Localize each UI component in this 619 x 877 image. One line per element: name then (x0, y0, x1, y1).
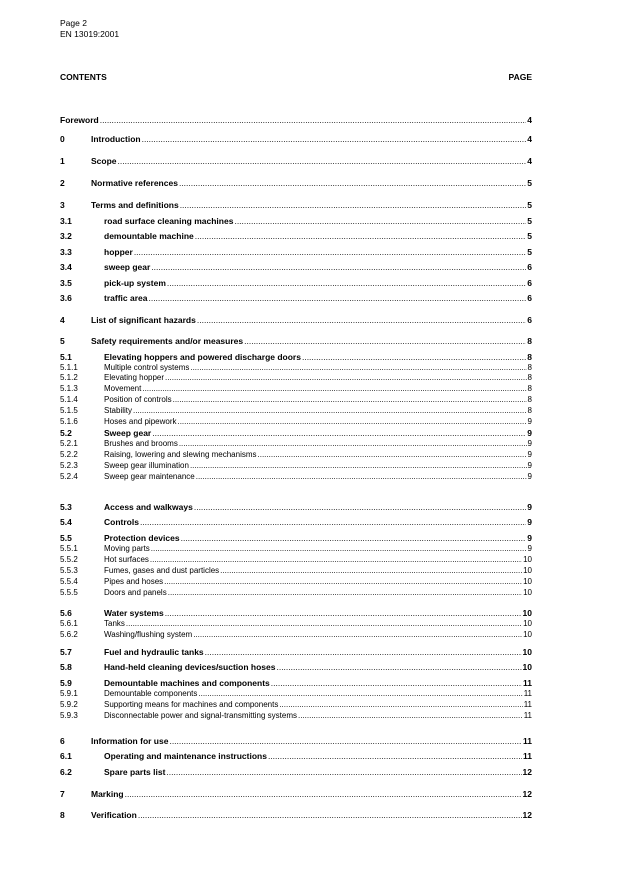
toc-entry-page: 5 (527, 247, 532, 257)
toc-leader (190, 461, 527, 470)
toc-leader (148, 293, 526, 303)
toc-leader (234, 216, 526, 226)
toc-entry-number: 5.2.1 (60, 439, 78, 448)
toc-leader (118, 156, 527, 166)
toc-entry-title: Sweep gear (104, 428, 152, 438)
toc-leader (151, 544, 527, 553)
toc-leader (164, 577, 522, 586)
toc-leader (179, 178, 526, 188)
toc-entry-page: 9 (527, 461, 532, 470)
toc-entry-number: 5.9.1 (60, 689, 78, 698)
toc-entry-title: Tanks (104, 619, 125, 628)
toc-entry-page: 9 (527, 533, 532, 543)
standard-number: EN 13019:2001 (60, 29, 120, 39)
toc-entry-page: 11 (523, 689, 532, 698)
toc-entry-number: 6.1 (60, 751, 72, 761)
toc-entry[interactable] (60, 461, 532, 470)
toc-entry-page: 9 (527, 439, 532, 448)
toc-entry-number: 5.6.2 (60, 630, 78, 639)
toc-entry[interactable] (60, 662, 532, 672)
toc-leader (126, 619, 522, 628)
toc-entry[interactable] (60, 134, 532, 144)
toc-entry-number: 5 (60, 336, 65, 346)
toc-entry-title: Sweep gear illumination (104, 461, 189, 470)
toc-entry-page: 10 (523, 555, 532, 564)
toc-entry-number: 5.5.3 (60, 566, 78, 575)
toc-entry-number: 5.2.4 (60, 472, 78, 481)
toc-entry-number: 0 (60, 134, 65, 144)
toc-leader (220, 566, 522, 575)
toc-entry-title: Access and walkways (104, 502, 193, 512)
toc-entry-title: Multiple control systems (104, 363, 190, 372)
toc-entry-number: 4 (60, 315, 65, 325)
toc-leader (194, 502, 526, 512)
toc-entry[interactable] (60, 751, 532, 761)
toc-leader (179, 439, 527, 448)
toc-entry-number: 5.5.4 (60, 577, 78, 586)
toc-entry[interactable] (60, 630, 532, 639)
toc-entry[interactable] (60, 352, 532, 362)
toc-entry[interactable] (60, 472, 532, 481)
toc-entry-page: 10 (522, 647, 532, 657)
toc-entry-number: 8 (60, 810, 65, 820)
toc-entry-title: Operating and maintenance instructions (104, 751, 267, 761)
toc-entry-title: Hand-held cleaning devices/suction hoses (104, 662, 276, 672)
toc-entry-title: Scope (91, 156, 117, 166)
toc-entry-title: Washing/flushing system (104, 630, 193, 639)
toc-leader (205, 647, 522, 657)
toc-entry-number: 5.9.3 (60, 711, 78, 720)
toc-entry-page: 8 (527, 406, 532, 415)
toc-entry-number: 5.9.2 (60, 700, 78, 709)
toc-entry-title: Moving parts (104, 544, 150, 553)
toc-entry-page: 10 (523, 619, 532, 628)
toc-entry-title: Fumes, gases and dust particles (104, 566, 220, 575)
toc-entry-number: 5.1.4 (60, 395, 78, 404)
toc-entry-title: Elevating hopper (104, 373, 165, 382)
toc-entry-title: Hoses and pipework (104, 417, 177, 426)
toc-entry-number: 1 (60, 156, 65, 166)
toc-entry-number: 5.1.1 (60, 363, 78, 372)
toc-entry-page: 11 (523, 700, 532, 709)
toc-entry-number: 5.1 (60, 352, 72, 362)
toc-leader (193, 630, 522, 639)
toc-leader (195, 231, 527, 241)
toc-entry[interactable] (60, 231, 532, 241)
toc-entry-page: 5 (527, 178, 532, 188)
toc-entry[interactable] (60, 700, 532, 709)
toc-entry-page: 10 (523, 566, 532, 575)
toc-entry-number: 5.6.1 (60, 619, 78, 628)
toc-leader (298, 711, 523, 720)
toc-entry-page: 10 (522, 662, 532, 672)
toc-entry-title: Hot surfaces (104, 555, 149, 564)
toc-entry-title: Information for use (91, 736, 169, 746)
toc-leader (276, 662, 521, 672)
toc-entry[interactable] (60, 178, 532, 188)
toc-entry[interactable] (60, 216, 532, 226)
toc-entry-page: 9 (527, 417, 532, 426)
toc-leader (258, 450, 527, 459)
toc-entry-number: 5.2.3 (60, 461, 78, 470)
toc-entry-number: 5.2.2 (60, 450, 78, 459)
toc-entry-number: 5.8 (60, 662, 72, 672)
toc-entry-page: 6 (527, 262, 532, 272)
toc-entry[interactable] (60, 533, 532, 543)
toc-entry[interactable] (60, 577, 532, 586)
toc-entry-page: 11 (523, 751, 532, 761)
toc-leader (196, 472, 527, 481)
toc-entry-page: 10 (523, 588, 532, 597)
toc-entry-title: Marking (91, 789, 124, 799)
toc-leader (133, 406, 527, 415)
toc-entry-page: 8 (527, 384, 532, 393)
toc-entry-number: 5.9 (60, 678, 72, 688)
toc-entry-number: 5.1.5 (60, 406, 78, 415)
toc-entry[interactable] (60, 262, 532, 272)
toc-entry-title: demountable machine (104, 231, 194, 241)
toc-entry[interactable] (60, 439, 532, 448)
toc-entry-title: Demountable components (104, 689, 198, 698)
toc-entry-title: Position of controls (104, 395, 172, 404)
toc-entry-number: 3.5 (60, 278, 72, 288)
toc-entry-number: 3.4 (60, 262, 72, 272)
toc-leader (140, 517, 526, 527)
toc-entry-title: Elevating hoppers and powered discharge doors (104, 352, 301, 362)
toc-entry[interactable] (60, 278, 532, 288)
toc-leader (198, 689, 522, 698)
toc-entry[interactable] (60, 502, 532, 512)
toc-entry-page: 4 (527, 115, 532, 125)
toc-leader (151, 262, 526, 272)
page-number: Page 2 (60, 18, 87, 28)
toc-entry-number: 5.3 (60, 502, 72, 512)
toc-leader (134, 247, 526, 257)
toc-leader (302, 352, 526, 362)
toc-entry-title: Pipes and hoses (104, 577, 164, 586)
page-column-heading: PAGE (508, 72, 532, 82)
toc-entry[interactable] (60, 450, 532, 459)
toc-entry-number: 5.5.5 (60, 588, 78, 597)
toc-entry[interactable] (60, 384, 532, 393)
toc-entry-title: road surface cleaning machines (104, 216, 234, 226)
toc-entry-title: traffic area (104, 293, 148, 303)
toc-leader (165, 373, 527, 382)
toc-entry[interactable] (60, 406, 532, 415)
toc-leader (197, 315, 526, 325)
toc-entry-number: 3.6 (60, 293, 72, 303)
toc-entry[interactable] (60, 428, 532, 438)
toc-entry[interactable] (60, 315, 532, 325)
toc-entry-number: 5.2 (60, 428, 72, 438)
toc-entry[interactable] (60, 789, 532, 799)
toc-entry-page: 4 (527, 134, 532, 144)
toc-entry-title: Controls (104, 517, 139, 527)
toc-leader (142, 384, 526, 393)
toc-entry-page: 9 (527, 472, 532, 481)
toc-leader (100, 115, 527, 125)
toc-entry[interactable] (60, 336, 532, 346)
toc-entry-number: 2 (60, 178, 65, 188)
toc-entry-page: 12 (522, 767, 532, 777)
toc-entry-page: 5 (527, 231, 532, 241)
toc-entry-title: Foreword (60, 115, 99, 125)
toc-entry[interactable] (60, 517, 532, 527)
toc-entry-title: List of significant hazards (91, 315, 196, 325)
toc-entry-title: Brushes and brooms (104, 439, 178, 448)
toc-entry-page: 12 (522, 789, 532, 799)
toc-entry[interactable] (60, 247, 532, 257)
toc-entry-number: 6 (60, 736, 65, 746)
toc-entry-page: 5 (527, 200, 532, 210)
toc-entry-number: 5.6 (60, 608, 72, 618)
toc-leader (142, 134, 527, 144)
toc-entry-number: 5.1.3 (60, 384, 78, 393)
toc-entry[interactable] (60, 200, 532, 210)
toc-entry[interactable] (60, 544, 532, 553)
toc-entry-title: Disconnectable power and signal-transmitting systems (104, 711, 297, 720)
toc-entry-number: 6.2 (60, 767, 72, 777)
toc-entry[interactable] (60, 588, 532, 597)
toc-entry-page: 9 (527, 544, 532, 553)
toc-entry-page: 8 (527, 336, 532, 346)
toc-entry-number: 5.7 (60, 647, 72, 657)
toc-leader (279, 700, 522, 709)
toc-entry-number: 5.4 (60, 517, 72, 527)
toc-entry-title: Protection devices (104, 533, 180, 543)
toc-entry-page: 4 (527, 156, 532, 166)
toc-entry-page: 12 (522, 810, 532, 820)
toc-entry[interactable] (60, 810, 532, 820)
toc-entry-title: Stability (104, 406, 133, 415)
toc-entry-title: Fuel and hydraulic tanks (104, 647, 204, 657)
toc-entry[interactable] (60, 689, 532, 698)
toc-leader (150, 555, 522, 564)
toc-entry[interactable] (60, 619, 532, 628)
toc-leader (244, 336, 526, 346)
toc-entry-title: sweep gear (104, 262, 151, 272)
toc-entry-number: 3.1 (60, 216, 72, 226)
toc-entry-title: Demountable machines and components (104, 678, 270, 688)
toc-entry-number: 3 (60, 200, 65, 210)
toc-entry-page: 8 (527, 363, 532, 372)
toc-entry[interactable] (60, 395, 532, 404)
toc-entry-title: Movement (104, 384, 142, 393)
toc-leader (190, 363, 526, 372)
toc-leader (125, 789, 522, 799)
toc-entry[interactable] (60, 555, 532, 564)
toc-leader (268, 751, 522, 761)
toc-entry-page: 9 (527, 450, 532, 459)
toc-entry-page: 10 (523, 630, 532, 639)
toc-entry-title: Safety requirements and/or measures (91, 336, 244, 346)
toc-entry[interactable] (60, 373, 532, 382)
toc-entry-title: Normative references (91, 178, 178, 188)
toc-entry[interactable] (60, 767, 532, 777)
toc-entry-title: Doors and panels (104, 588, 167, 597)
toc-leader (152, 428, 526, 438)
toc-entry-number: 5.5.1 (60, 544, 78, 553)
toc-entry-page: 9 (527, 428, 532, 438)
toc-leader (271, 678, 522, 688)
toc-entry-number: 3.2 (60, 231, 72, 241)
toc-entry-page: 6 (527, 293, 532, 303)
toc-entry-number: 7 (60, 789, 65, 799)
contents-heading: CONTENTS (60, 72, 107, 82)
toc-entry-number: 5.1.2 (60, 373, 78, 382)
toc-entry-page: 5 (527, 216, 532, 226)
toc-entry-number: 5.5 (60, 533, 72, 543)
toc-entry[interactable] (60, 293, 532, 303)
toc-entry-number: 5.1.6 (60, 417, 78, 426)
toc-entry[interactable] (60, 711, 532, 720)
toc-entry-title: Sweep gear maintenance (104, 472, 195, 481)
toc-entry-page: 8 (527, 352, 532, 362)
toc-entry-page: 6 (527, 315, 532, 325)
toc-entry-title: Introduction (91, 134, 141, 144)
toc-entry-page: 11 (523, 736, 532, 746)
toc-entry-title: Supporting means for machines and components (104, 700, 279, 709)
toc-leader (166, 767, 521, 777)
toc-entry[interactable] (60, 736, 532, 746)
toc-leader (168, 588, 522, 597)
toc-entry-title: hopper (104, 247, 133, 257)
toc-entry-page: 10 (522, 608, 532, 618)
toc-entry-foreword[interactable] (60, 115, 532, 125)
toc-entry-page: 11 (523, 711, 532, 720)
toc-entry-page: 9 (527, 517, 532, 527)
toc-leader (169, 736, 522, 746)
toc-entry[interactable] (60, 566, 532, 575)
toc-entry[interactable] (60, 608, 532, 618)
toc-entry-page: 9 (527, 502, 532, 512)
toc-entry-title: pick-up system (104, 278, 166, 288)
toc-entry[interactable] (60, 156, 532, 166)
toc-leader (173, 395, 527, 404)
toc-entry-page: 11 (523, 678, 532, 688)
toc-leader (165, 608, 522, 618)
toc-entry-page: 8 (527, 373, 532, 382)
toc-entry[interactable] (60, 417, 532, 426)
toc-entry-title: Spare parts list (104, 767, 166, 777)
toc-leader (177, 417, 526, 426)
toc-entry-page: 6 (527, 278, 532, 288)
toc-entry[interactable] (60, 363, 532, 372)
toc-entry-number: 5.5.2 (60, 555, 78, 564)
toc-leader (167, 278, 526, 288)
toc-leader (181, 533, 527, 543)
toc-entry-title: Verification (91, 810, 137, 820)
toc-entry-page: 8 (527, 395, 532, 404)
toc-entry-title: Raising, lowering and slewing mechanisms (104, 450, 257, 459)
toc-entry-title: Terms and definitions (91, 200, 179, 210)
toc-leader (180, 200, 527, 210)
toc-entry[interactable] (60, 678, 532, 688)
toc-entry-title: Water systems (104, 608, 164, 618)
toc-entry-number: 3.3 (60, 247, 72, 257)
toc-entry-page: 10 (523, 577, 532, 586)
toc-leader (138, 810, 522, 820)
toc-entry[interactable] (60, 647, 532, 657)
